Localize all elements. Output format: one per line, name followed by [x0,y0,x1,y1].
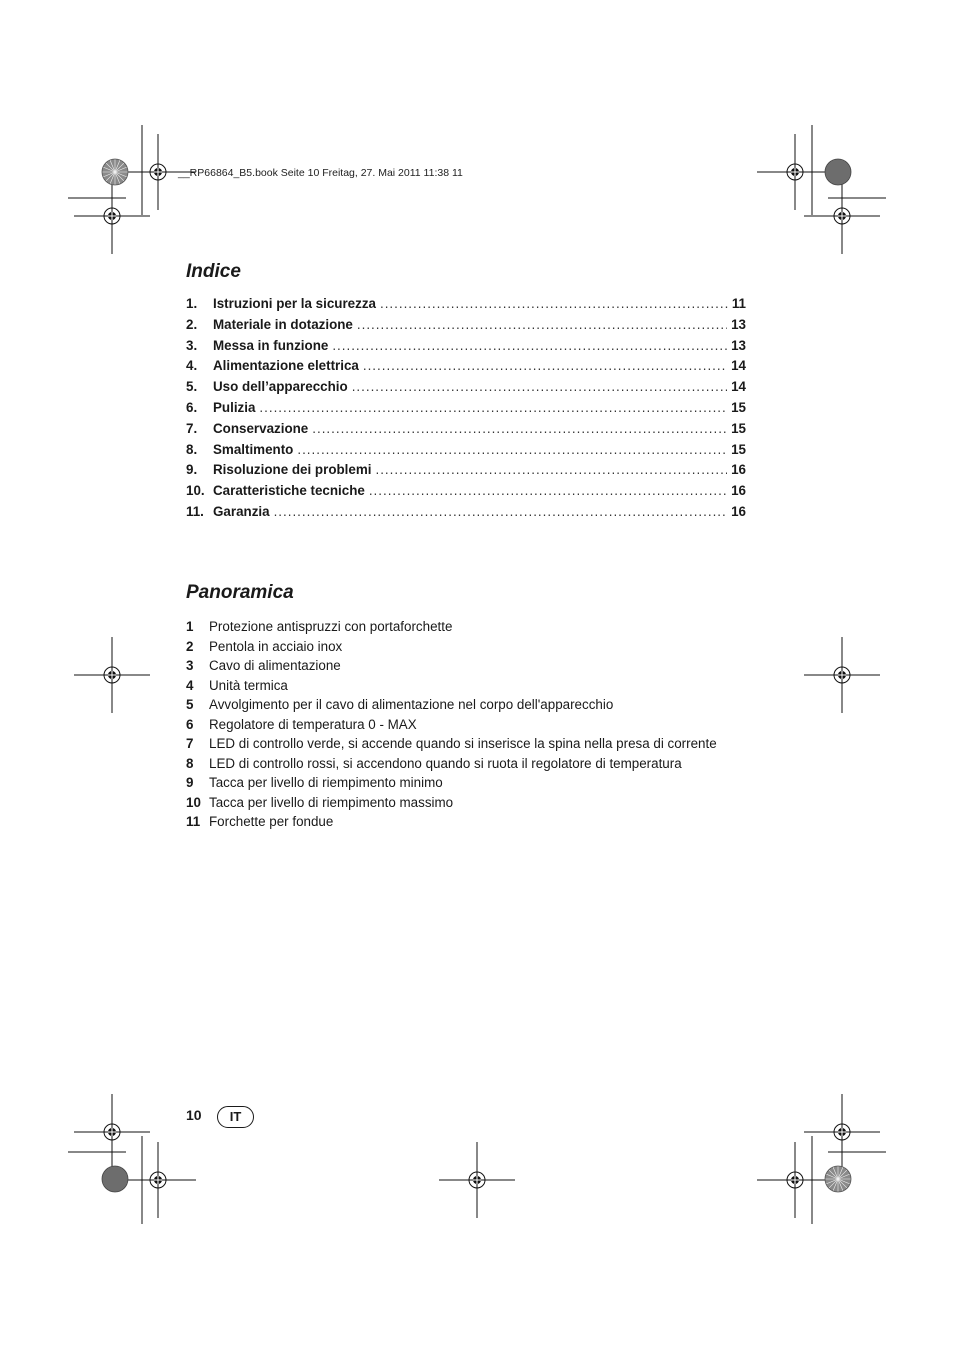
toc-entry-number: 5. [186,379,198,395]
overview-item-number: 3 [186,658,194,673]
toc-entry-page: 11 [731,296,746,311]
toc-entry-page: 15 [731,441,746,457]
toc-leader-dots [357,317,727,332]
overview-item-number: 7 [186,736,194,751]
overview-item-text: Tacca per livello di riempimento minimo [209,775,443,790]
toc-entry-number: 7. [186,420,198,436]
toc-entry-label: Caratteristiche tecniche [213,483,365,499]
overview-item [186,793,746,813]
overview-item-number: 2 [186,638,194,654]
overview-item [186,773,746,793]
toc-leader-dots [380,296,728,311]
toc-entry [186,400,746,421]
toc-entry [186,483,746,504]
toc-entry [186,358,746,379]
toc-entry-number: 9. [186,462,198,478]
overview-item-number: 4 [186,677,194,693]
toc-leader-dots [312,421,727,436]
table-of-contents [186,296,746,525]
toc-entry-label: Risoluzione dei problemi [213,462,372,478]
toc-leader-dots [352,379,727,394]
overview-title: Panoramica [186,582,294,603]
overview-item-text: Tacca per livello di riempimento massimo [209,794,454,810]
overview-item-number: 8 [186,755,194,771]
overview-item-number: 10 [186,794,201,810]
language-badge: IT [217,1106,254,1128]
toc-leader-dots [332,338,727,353]
toc-entry-label: Garanzia [213,503,270,519]
overview-item-text: Forchette per fondue [209,814,334,829]
overview-item [186,617,746,637]
toc-entry-page: 15 [731,420,746,436]
overview-item [186,695,746,715]
overview-item-text: Avvolgimento per il cavo di alimentazione nel corpo dell'apparecchio [209,697,614,712]
toc-entry-number: 1. [186,296,198,311]
toc-leader-dots [375,462,727,477]
toc-leader-dots [363,358,727,373]
overview-item-text: LED di controllo rossi, si accendono quando si ruota il regolatore di temperatura [209,755,682,771]
toc-entry [186,296,746,317]
toc-entry-number: 6. [186,399,198,415]
overview-item-text: LED di controllo verde, si accende quando si inserisce la spina nella presa di corrente [209,736,717,751]
toc-leader-dots [297,442,727,457]
overview-item [186,734,746,754]
page-number: 10 [186,1107,202,1123]
overview-item-text: Pentola in acciaio inox [209,638,343,654]
toc-entry-page: 16 [731,462,746,478]
overview-item [186,656,746,676]
toc-entry [186,338,746,359]
toc-entry-page: 16 [731,483,746,499]
overview-item [186,715,746,735]
overview-item [186,812,746,832]
toc-leader-dots [259,400,727,415]
toc-entry-page: 15 [731,399,746,415]
toc-entry-page: 13 [731,316,746,332]
toc-entry-label: Conservazione [213,420,309,436]
toc-entry-label: Smaltimento [213,441,294,457]
toc-entry-page: 13 [731,337,746,353]
overview-item-number: 11 [186,814,201,829]
overview-item-text: Unità termica [209,677,288,693]
toc-entry-page: 14 [731,358,746,374]
toc-leader-dots [369,483,727,498]
toc-leader-dots [274,504,728,519]
overview-item [186,754,746,774]
toc-entry-page: 14 [731,379,746,395]
toc-entry [186,462,746,483]
overview-item-text: Regolatore di temperatura 0 - MAX [209,716,417,732]
toc-entry-label: Messa in funzione [213,337,329,353]
overview-item [186,676,746,696]
toc-entry [186,442,746,463]
toc-entry-number: 3. [186,337,198,353]
overview-item-text: Protezione antispruzzi con portaforchette [209,619,453,634]
toc-entry-label: Pulizia [213,399,256,415]
toc-entry-number: 8. [186,441,198,457]
overview-item [186,637,746,657]
overview-list [186,617,746,832]
overview-item-text: Cavo di alimentazione [209,658,341,673]
toc-title: Indice [186,261,241,282]
toc-entry-number: 4. [186,358,198,374]
toc-entry [186,421,746,442]
overview-item-number: 9 [186,775,194,790]
toc-entry-number: 11. [186,503,204,519]
toc-entry-number: 2. [186,316,198,332]
print-file-info: __RP66864_B5.book Seite 10 Freitag, 27. Mai 2011 11:38 11 [178,167,463,179]
toc-entry-label: Alimentazione elettrica [213,358,359,374]
toc-entry [186,504,746,525]
toc-entry-label: Istruzioni per la sicurezza [213,296,376,311]
toc-entry-label: Materiale in dotazione [213,316,353,332]
overview-item-number: 5 [186,697,194,712]
toc-entry-number: 10. [186,483,205,499]
toc-entry-label: Uso dell’apparecchio [213,379,348,395]
overview-item-number: 6 [186,716,194,732]
toc-entry-page: 16 [731,503,746,519]
overview-item-number: 1 [186,619,194,634]
toc-entry [186,317,746,338]
toc-entry [186,379,746,400]
